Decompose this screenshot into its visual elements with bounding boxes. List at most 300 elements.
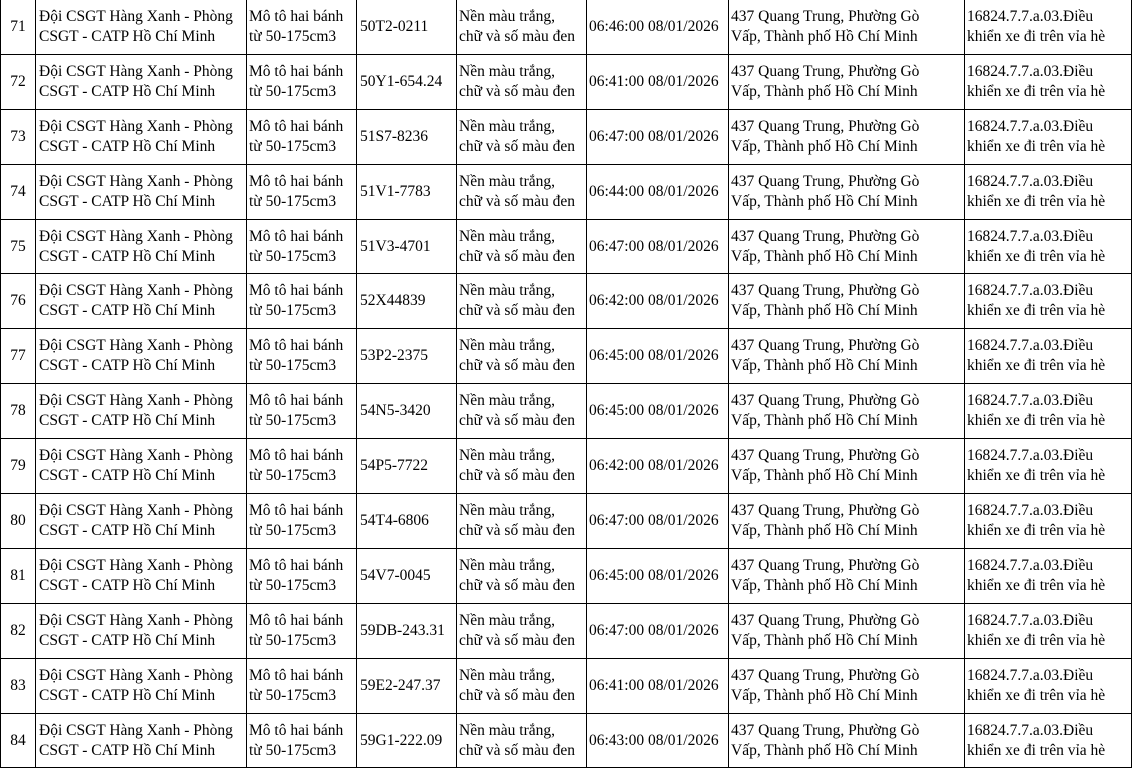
unit-line-1: Đội CSGT Hàng Xanh - Phòng — [39, 7, 233, 25]
plate-color-line-1: Nền màu trắng, — [459, 611, 555, 629]
vehicle-type-line-2: từ 50-175cm3 — [249, 521, 337, 539]
violation-cell — [965, 384, 1132, 439]
plate-color-cell — [457, 494, 587, 549]
plate-color-line-2: chữ và số màu đen — [459, 741, 576, 759]
row-number-cell — [1, 494, 36, 549]
unit-cell — [36, 274, 247, 329]
vehicle-type-line-1: Mô tô hai bánh — [249, 62, 344, 80]
violation-line-2: khiển xe đi trên vỉa hè — [967, 192, 1106, 210]
vehicle-type-line-1: Mô tô hai bánh — [249, 7, 344, 25]
row-number: 75 — [10, 237, 26, 255]
table-row — [1, 164, 1132, 219]
plate-color-line-2: chữ và số màu đen — [459, 137, 576, 155]
unit-line-1: Đội CSGT Hàng Xanh - Phòng — [39, 721, 233, 739]
location-line-1: 437 Quang Trung, Phường Gò — [731, 611, 920, 629]
plate-color-cell — [457, 658, 587, 713]
row-number-cell — [1, 658, 36, 713]
plate-color-line-1: Nền màu trắng, — [459, 556, 555, 574]
vehicle-type-line-1: Mô tô hai bánh — [249, 227, 344, 245]
vehicle-type-cell — [247, 548, 357, 603]
row-number: 82 — [10, 621, 26, 639]
violation-line-2: khiển xe đi trên vỉa hè — [967, 686, 1106, 704]
plate-cell — [357, 274, 457, 329]
table-body — [1, 0, 1132, 768]
location-line-1: 437 Quang Trung, Phường Gò — [731, 447, 920, 465]
plate-color-cell — [457, 0, 587, 54]
unit-cell — [36, 603, 247, 658]
plate-color-line-1: Nền màu trắng, — [459, 447, 555, 465]
unit-line-1: Đội CSGT Hàng Xanh - Phòng — [39, 556, 233, 574]
plate-color-line-1: Nền màu trắng, — [459, 392, 555, 410]
plate-color-cell — [457, 548, 587, 603]
violation-line-2: khiển xe đi trên vỉa hè — [967, 741, 1106, 759]
vehicle-type-line-2: từ 50-175cm3 — [249, 247, 337, 265]
violation-line-2: khiển xe đi trên vỉa hè — [967, 302, 1106, 320]
unit-cell — [36, 54, 247, 109]
license-plate: 54T4-6806 — [360, 511, 429, 529]
violation-line-2: khiển xe đi trên vỉa hè — [967, 247, 1106, 265]
license-plate: 53P2-2375 — [360, 347, 429, 365]
vehicle-type-cell — [247, 384, 357, 439]
violation-line-1: 16824.7.7.a.03.Điều — [967, 7, 1094, 25]
unit-line-1: Đội CSGT Hàng Xanh - Phòng — [39, 337, 233, 355]
location-line-1: 437 Quang Trung, Phường Gò — [731, 392, 920, 410]
license-plate: 54V7-0045 — [360, 566, 431, 584]
plate-color-line-1: Nền màu trắng, — [459, 117, 555, 135]
row-number: 81 — [10, 566, 26, 584]
violation-line-2: khiển xe đi trên vỉa hè — [967, 412, 1106, 430]
location-cell — [729, 164, 965, 219]
unit-line-2: CSGT - CATP Hồ Chí Minh — [39, 467, 216, 485]
location-cell — [729, 384, 965, 439]
plate-color-cell — [457, 384, 587, 439]
vehicle-type-cell — [247, 109, 357, 164]
location-cell — [729, 54, 965, 109]
time-cell — [587, 0, 729, 54]
unit-cell — [36, 0, 247, 54]
row-number-cell — [1, 603, 36, 658]
location-line-2: Vấp, Thành phố Hồ Chí Minh — [731, 467, 918, 485]
location-line-2: Vấp, Thành phố Hồ Chí Minh — [731, 27, 918, 45]
plate-color-line-1: Nền màu trắng, — [459, 501, 555, 519]
unit-line-1: Đội CSGT Hàng Xanh - Phòng — [39, 666, 233, 684]
unit-line-2: CSGT - CATP Hồ Chí Minh — [39, 357, 216, 375]
plate-color-line-1: Nền màu trắng, — [459, 282, 555, 300]
unit-line-2: CSGT - CATP Hồ Chí Minh — [39, 521, 216, 539]
violation-time: 06:47:00 08/01/2026 — [589, 511, 719, 529]
row-number: 83 — [10, 676, 26, 694]
vehicle-type-line-1: Mô tô hai bánh — [249, 117, 344, 135]
violation-time: 06:43:00 08/01/2026 — [589, 731, 719, 749]
violation-line-2: khiển xe đi trên vỉa hè — [967, 576, 1106, 594]
violation-line-2: khiển xe đi trên vỉa hè — [967, 521, 1106, 539]
table-row — [1, 494, 1132, 549]
vehicle-type-line-1: Mô tô hai bánh — [249, 337, 344, 355]
violation-time: 06:45:00 08/01/2026 — [589, 347, 719, 365]
location-line-2: Vấp, Thành phố Hồ Chí Minh — [731, 137, 918, 155]
vehicle-type-cell — [247, 658, 357, 713]
plate-color-line-2: chữ và số màu đen — [459, 576, 576, 594]
location-line-2: Vấp, Thành phố Hồ Chí Minh — [731, 247, 918, 265]
plate-color-line-2: chữ và số màu đen — [459, 631, 576, 649]
violation-time: 06:42:00 08/01/2026 — [589, 292, 719, 310]
vehicle-type-line-2: từ 50-175cm3 — [249, 741, 337, 759]
table-row — [1, 603, 1132, 658]
row-number: 78 — [10, 402, 26, 420]
violation-cell — [965, 274, 1132, 329]
vehicle-type-line-2: từ 50-175cm3 — [249, 412, 337, 430]
license-plate: 50Y1-654.24 — [360, 72, 443, 90]
unit-line-2: CSGT - CATP Hồ Chí Minh — [39, 137, 216, 155]
table-row — [1, 274, 1132, 329]
row-number: 71 — [10, 17, 26, 35]
unit-cell — [36, 164, 247, 219]
violation-cell — [965, 439, 1132, 494]
location-cell — [729, 274, 965, 329]
vehicle-type-cell — [247, 713, 357, 768]
unit-line-2: CSGT - CATP Hồ Chí Minh — [39, 686, 216, 704]
unit-cell — [36, 494, 247, 549]
violation-cell — [965, 0, 1132, 54]
plate-color-line-1: Nền màu trắng, — [459, 227, 555, 245]
vehicle-type-line-2: từ 50-175cm3 — [249, 192, 337, 210]
violation-time: 06:47:00 08/01/2026 — [589, 621, 719, 639]
vehicle-type-line-2: từ 50-175cm3 — [249, 27, 337, 45]
vehicle-type-line-1: Mô tô hai bánh — [249, 721, 344, 739]
vehicle-type-line-1: Mô tô hai bánh — [249, 447, 344, 465]
unit-line-2: CSGT - CATP Hồ Chí Minh — [39, 82, 216, 100]
license-plate: 51V1-7783 — [360, 182, 431, 200]
license-plate: 50T2-0211 — [360, 17, 429, 35]
plate-color-cell — [457, 164, 587, 219]
license-plate: 54P5-7722 — [360, 457, 429, 475]
location-line-1: 437 Quang Trung, Phường Gò — [731, 337, 920, 355]
plate-color-line-1: Nền màu trắng, — [459, 7, 555, 25]
location-line-2: Vấp, Thành phố Hồ Chí Minh — [731, 576, 918, 594]
row-number: 77 — [10, 347, 26, 365]
license-plate: 51S7-8236 — [360, 127, 429, 145]
location-line-1: 437 Quang Trung, Phường Gò — [731, 282, 920, 300]
plate-color-line-1: Nền màu trắng, — [459, 172, 555, 190]
location-line-2: Vấp, Thành phố Hồ Chí Minh — [731, 302, 918, 320]
row-number: 73 — [10, 127, 26, 145]
time-cell — [587, 713, 729, 768]
plate-cell — [357, 109, 457, 164]
unit-line-2: CSGT - CATP Hồ Chí Minh — [39, 247, 216, 265]
location-cell — [729, 713, 965, 768]
plate-cell — [357, 0, 457, 54]
unit-line-1: Đội CSGT Hàng Xanh - Phòng — [39, 611, 233, 629]
row-number: 80 — [10, 511, 26, 529]
row-number-cell — [1, 329, 36, 384]
plate-color-cell — [457, 713, 587, 768]
time-cell — [587, 219, 729, 274]
row-number-cell — [1, 54, 36, 109]
violation-time: 06:41:00 08/01/2026 — [589, 676, 719, 694]
location-line-1: 437 Quang Trung, Phường Gò — [731, 62, 920, 80]
location-line-1: 437 Quang Trung, Phường Gò — [731, 172, 920, 190]
unit-line-2: CSGT - CATP Hồ Chí Minh — [39, 412, 216, 430]
table-row — [1, 0, 1132, 54]
vehicle-type-line-2: từ 50-175cm3 — [249, 467, 337, 485]
vehicle-type-line-1: Mô tô hai bánh — [249, 556, 344, 574]
violation-line-1: 16824.7.7.a.03.Điều — [967, 447, 1094, 465]
time-cell — [587, 494, 729, 549]
row-number: 84 — [10, 731, 26, 749]
row-number: 72 — [10, 72, 26, 90]
row-number: 74 — [10, 182, 26, 200]
location-line-2: Vấp, Thành phố Hồ Chí Minh — [731, 741, 918, 759]
location-line-2: Vấp, Thành phố Hồ Chí Minh — [731, 686, 918, 704]
violation-cell — [965, 109, 1132, 164]
vehicle-type-cell — [247, 439, 357, 494]
unit-line-2: CSGT - CATP Hồ Chí Minh — [39, 741, 216, 759]
plate-cell — [357, 219, 457, 274]
plate-color-line-2: chữ và số màu đen — [459, 27, 576, 45]
unit-line-2: CSGT - CATP Hồ Chí Minh — [39, 27, 216, 45]
violation-line-1: 16824.7.7.a.03.Điều — [967, 392, 1094, 410]
row-number-cell — [1, 109, 36, 164]
violation-line-1: 16824.7.7.a.03.Điều — [967, 611, 1094, 629]
row-number-cell — [1, 439, 36, 494]
plate-cell — [357, 54, 457, 109]
unit-line-1: Đội CSGT Hàng Xanh - Phòng — [39, 501, 233, 519]
plate-color-line-2: chữ và số màu đen — [459, 302, 576, 320]
unit-cell — [36, 658, 247, 713]
violation-line-1: 16824.7.7.a.03.Điều — [967, 556, 1094, 574]
unit-line-1: Đội CSGT Hàng Xanh - Phòng — [39, 172, 233, 190]
location-line-1: 437 Quang Trung, Phường Gò — [731, 556, 920, 574]
violation-line-1: 16824.7.7.a.03.Điều — [967, 337, 1094, 355]
violation-line-2: khiển xe đi trên vỉa hè — [967, 467, 1106, 485]
table-row — [1, 329, 1132, 384]
violation-cell — [965, 603, 1132, 658]
license-plate: 51V3-4701 — [360, 237, 431, 255]
time-cell — [587, 164, 729, 219]
table-row — [1, 109, 1132, 164]
vehicle-type-line-1: Mô tô hai bánh — [249, 172, 344, 190]
table-row — [1, 658, 1132, 713]
location-cell — [729, 0, 965, 54]
vehicle-type-line-1: Mô tô hai bánh — [249, 611, 344, 629]
unit-cell — [36, 219, 247, 274]
time-cell — [587, 439, 729, 494]
plate-cell — [357, 713, 457, 768]
violation-time: 06:45:00 08/01/2026 — [589, 566, 719, 584]
violation-line-1: 16824.7.7.a.03.Điều — [967, 117, 1094, 135]
violation-cell — [965, 658, 1132, 713]
plate-cell — [357, 603, 457, 658]
location-cell — [729, 109, 965, 164]
violation-line-2: khiển xe đi trên vỉa hè — [967, 82, 1106, 100]
table-row — [1, 54, 1132, 109]
location-line-2: Vấp, Thành phố Hồ Chí Minh — [731, 192, 918, 210]
time-cell — [587, 548, 729, 603]
plate-cell — [357, 658, 457, 713]
plate-color-line-2: chữ và số màu đen — [459, 521, 576, 539]
unit-cell — [36, 329, 247, 384]
license-plate: 54N5-3420 — [360, 402, 431, 420]
unit-line-1: Đội CSGT Hàng Xanh - Phòng — [39, 62, 233, 80]
violation-line-1: 16824.7.7.a.03.Điều — [967, 666, 1094, 684]
row-number-cell — [1, 548, 36, 603]
violation-cell — [965, 713, 1132, 768]
row-number-cell — [1, 0, 36, 54]
table-row — [1, 439, 1132, 494]
time-cell — [587, 109, 729, 164]
location-line-1: 437 Quang Trung, Phường Gò — [731, 501, 920, 519]
vehicle-type-line-1: Mô tô hai bánh — [249, 282, 344, 300]
location-cell — [729, 548, 965, 603]
vehicle-type-line-2: từ 50-175cm3 — [249, 631, 337, 649]
violation-cell — [965, 54, 1132, 109]
vehicle-type-line-2: từ 50-175cm3 — [249, 82, 337, 100]
license-plate: 59E2-247.37 — [360, 676, 441, 694]
vehicle-type-cell — [247, 219, 357, 274]
plate-cell — [357, 329, 457, 384]
location-line-2: Vấp, Thành phố Hồ Chí Minh — [731, 412, 918, 430]
time-cell — [587, 384, 729, 439]
location-line-1: 437 Quang Trung, Phường Gò — [731, 7, 920, 25]
location-line-1: 437 Quang Trung, Phường Gò — [731, 666, 920, 684]
unit-cell — [36, 548, 247, 603]
unit-line-2: CSGT - CATP Hồ Chí Minh — [39, 302, 216, 320]
row-number-cell — [1, 164, 36, 219]
location-line-2: Vấp, Thành phố Hồ Chí Minh — [731, 521, 918, 539]
row-number-cell — [1, 219, 36, 274]
violation-line-1: 16824.7.7.a.03.Điều — [967, 282, 1094, 300]
violation-line-1: 16824.7.7.a.03.Điều — [967, 501, 1094, 519]
violation-time: 06:47:00 08/01/2026 — [589, 127, 719, 145]
vehicle-type-line-2: từ 50-175cm3 — [249, 357, 337, 375]
row-number-cell — [1, 713, 36, 768]
violation-time: 06:44:00 08/01/2026 — [589, 182, 719, 200]
plate-color-line-1: Nền màu trắng, — [459, 666, 555, 684]
plate-color-line-2: chữ và số màu đen — [459, 357, 576, 375]
vehicle-type-cell — [247, 329, 357, 384]
time-cell — [587, 603, 729, 658]
vehicle-type-cell — [247, 54, 357, 109]
plate-cell — [357, 494, 457, 549]
plate-color-line-2: chữ và số màu đen — [459, 412, 576, 430]
violation-cell — [965, 494, 1132, 549]
plate-color-cell — [457, 439, 587, 494]
time-cell — [587, 329, 729, 384]
violation-cell — [965, 164, 1132, 219]
violation-line-2: khiển xe đi trên vỉa hè — [967, 357, 1106, 375]
vehicle-type-line-1: Mô tô hai bánh — [249, 501, 344, 519]
violation-line-2: khiển xe đi trên vỉa hè — [967, 27, 1106, 45]
plate-color-cell — [457, 274, 587, 329]
location-cell — [729, 603, 965, 658]
violation-time: 06:45:00 08/01/2026 — [589, 402, 719, 420]
unit-line-1: Đội CSGT Hàng Xanh - Phòng — [39, 227, 233, 245]
violation-line-1: 16824.7.7.a.03.Điều — [967, 227, 1094, 245]
time-cell — [587, 54, 729, 109]
plate-cell — [357, 164, 457, 219]
location-line-1: 437 Quang Trung, Phường Gò — [731, 227, 920, 245]
violation-line-1: 16824.7.7.a.03.Điều — [967, 721, 1094, 739]
unit-cell — [36, 109, 247, 164]
location-cell — [729, 329, 965, 384]
plate-color-line-1: Nền màu trắng, — [459, 721, 555, 739]
vehicle-type-cell — [247, 164, 357, 219]
plate-cell — [357, 439, 457, 494]
unit-cell — [36, 713, 247, 768]
plate-color-line-2: chữ và số màu đen — [459, 82, 576, 100]
plate-color-line-2: chữ và số màu đen — [459, 192, 576, 210]
unit-line-2: CSGT - CATP Hồ Chí Minh — [39, 631, 216, 649]
plate-color-line-2: chữ và số màu đen — [459, 467, 576, 485]
license-plate: 59DB-243.31 — [360, 621, 445, 639]
vehicle-type-line-1: Mô tô hai bánh — [249, 392, 344, 410]
plate-color-cell — [457, 54, 587, 109]
time-cell — [587, 274, 729, 329]
row-number-cell — [1, 384, 36, 439]
unit-cell — [36, 384, 247, 439]
unit-line-1: Đội CSGT Hàng Xanh - Phòng — [39, 392, 233, 410]
plate-cell — [357, 548, 457, 603]
location-line-2: Vấp, Thành phố Hồ Chí Minh — [731, 631, 918, 649]
vehicle-type-line-1: Mô tô hai bánh — [249, 666, 344, 684]
location-line-2: Vấp, Thành phố Hồ Chí Minh — [731, 357, 918, 375]
plate-color-line-2: chữ và số màu đen — [459, 247, 576, 265]
vehicle-type-line-2: từ 50-175cm3 — [249, 137, 337, 155]
location-line-1: 437 Quang Trung, Phường Gò — [731, 117, 920, 135]
violation-cell — [965, 329, 1132, 384]
license-plate: 52X44839 — [360, 292, 426, 310]
vehicle-type-cell — [247, 0, 357, 54]
table-row — [1, 548, 1132, 603]
vehicle-type-line-2: từ 50-175cm3 — [249, 302, 337, 320]
plate-color-cell — [457, 603, 587, 658]
unit-line-1: Đội CSGT Hàng Xanh - Phòng — [39, 282, 233, 300]
vehicle-type-cell — [247, 274, 357, 329]
location-line-2: Vấp, Thành phố Hồ Chí Minh — [731, 82, 918, 100]
unit-line-2: CSGT - CATP Hồ Chí Minh — [39, 192, 216, 210]
table-row — [1, 219, 1132, 274]
violation-time: 06:41:00 08/01/2026 — [589, 72, 719, 90]
plate-cell — [357, 384, 457, 439]
plate-color-line-1: Nền màu trắng, — [459, 337, 555, 355]
violation-cell — [965, 219, 1132, 274]
vehicle-type-line-2: từ 50-175cm3 — [249, 686, 337, 704]
vehicle-type-cell — [247, 603, 357, 658]
time-cell — [587, 658, 729, 713]
violation-time: 06:42:00 08/01/2026 — [589, 457, 719, 475]
table-row — [1, 384, 1132, 439]
vehicle-type-cell — [247, 494, 357, 549]
plate-color-cell — [457, 329, 587, 384]
violation-line-1: 16824.7.7.a.03.Điều — [967, 62, 1094, 80]
violation-line-2: khiển xe đi trên vỉa hè — [967, 631, 1106, 649]
location-cell — [729, 494, 965, 549]
unit-line-1: Đội CSGT Hàng Xanh - Phòng — [39, 447, 233, 465]
violation-time: 06:46:00 08/01/2026 — [589, 17, 719, 35]
vehicle-type-line-2: từ 50-175cm3 — [249, 576, 337, 594]
plate-color-line-1: Nền màu trắng, — [459, 62, 555, 80]
row-number: 76 — [10, 292, 26, 310]
row-number: 79 — [10, 457, 26, 475]
unit-line-1: Đội CSGT Hàng Xanh - Phòng — [39, 117, 233, 135]
row-number-cell — [1, 274, 36, 329]
violation-line-1: 16824.7.7.a.03.Điều — [967, 172, 1094, 190]
violation-cell — [965, 548, 1132, 603]
unit-cell — [36, 439, 247, 494]
plate-color-cell — [457, 219, 587, 274]
violation-line-2: khiển xe đi trên vỉa hè — [967, 137, 1106, 155]
plate-color-line-2: chữ và số màu đen — [459, 686, 576, 704]
